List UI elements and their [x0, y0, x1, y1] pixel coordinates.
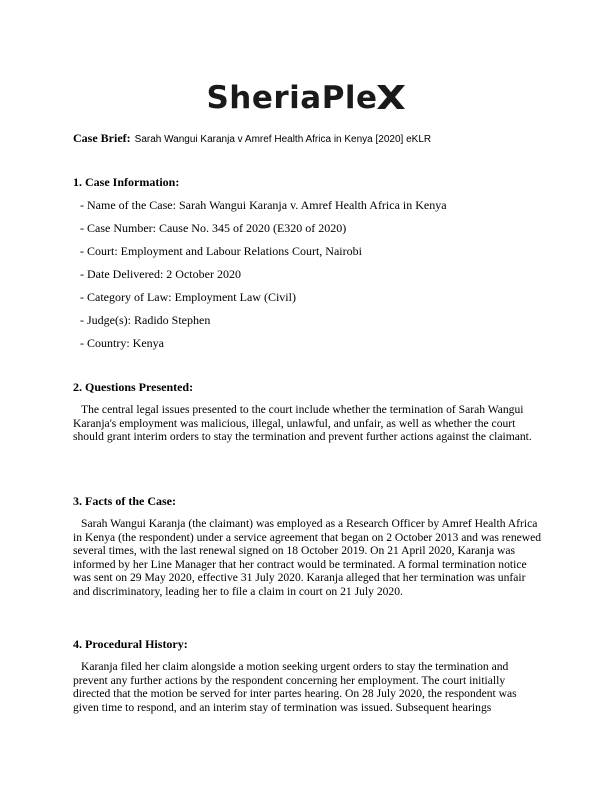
- info-item-court: - Court: Employment and Labour Relations Court, Nairobi: [80, 244, 362, 258]
- info-item-judge: - Judge(s): Radido Stephen: [80, 313, 211, 327]
- case-brief-title: Sarah Wangui Karanja v Amref Health Africa in Kenya [2020] eKLR: [134, 134, 432, 145]
- info-item-case-number: - Case Number: Cause No. 345 of 2020 (E320 of 2020): [80, 221, 347, 235]
- facts-paragraph: Sarah Wangui Karanja (the claimant) was employed as a Research Officer by Amref Health Africa in Kenya (the respondent) under a service agreement that began on 2 October 2013 and was renewed several times, with the last renewal signed on 18 October 2019. On 21 April 2020, Karanja was informed by her Line Manager that her contract would be terminated. A formal termination notice was sent on 29 May 2020, effective 31 July 2020. Karanja alleged that her termination was unfair and discriminatory, leading her to file a claim in court on 21 July 2020.: [73, 517, 542, 598]
- sheriaplex-logo: [0, 80, 612, 117]
- info-item-name: - Name of the Case: Sarah Wangui Karanja v. Amref Health Africa in Kenya: [80, 198, 447, 212]
- info-item-category: - Category of Law: Employment Law (Civil): [80, 290, 296, 304]
- procedural-paragraph: Karanja filed her claim alongside a motion seeking urgent orders to stay the termination and prevent any further actions by the respondent concerning her employment. The court initially directed that the motion be served for inter partes hearing. On 28 July 2020, the respondent was given time to respond, and an interim stay of termination was issued. Subsequent hearings: [73, 660, 517, 714]
- section-heading-case-information: 1. Case Information:: [73, 175, 180, 189]
- section-heading-facts: 3. Facts of the Case:: [73, 494, 176, 508]
- case-brief-label: Case Brief:: [73, 131, 131, 145]
- info-item-country: - Country: Kenya: [80, 336, 164, 350]
- logo-x-mark-icon: [376, 82, 406, 117]
- section-heading-procedural: 4. Procedural History:: [73, 637, 188, 651]
- questions-paragraph: The central legal issues presented to the court include whether the termination of Sarah Wangui Karanja's employment was malicious, illegal, unlawful, and unfair, as well as whether the court should grant interim orders to stay the termination and prevent further actions against the claimant.: [73, 403, 532, 443]
- case-brief-line: [73, 129, 431, 147]
- logo-brand-text: SheriaPle: [206, 80, 378, 116]
- info-item-date: - Date Delivered: 2 October 2020: [80, 267, 241, 281]
- section-heading-questions: 2. Questions Presented:: [73, 380, 194, 394]
